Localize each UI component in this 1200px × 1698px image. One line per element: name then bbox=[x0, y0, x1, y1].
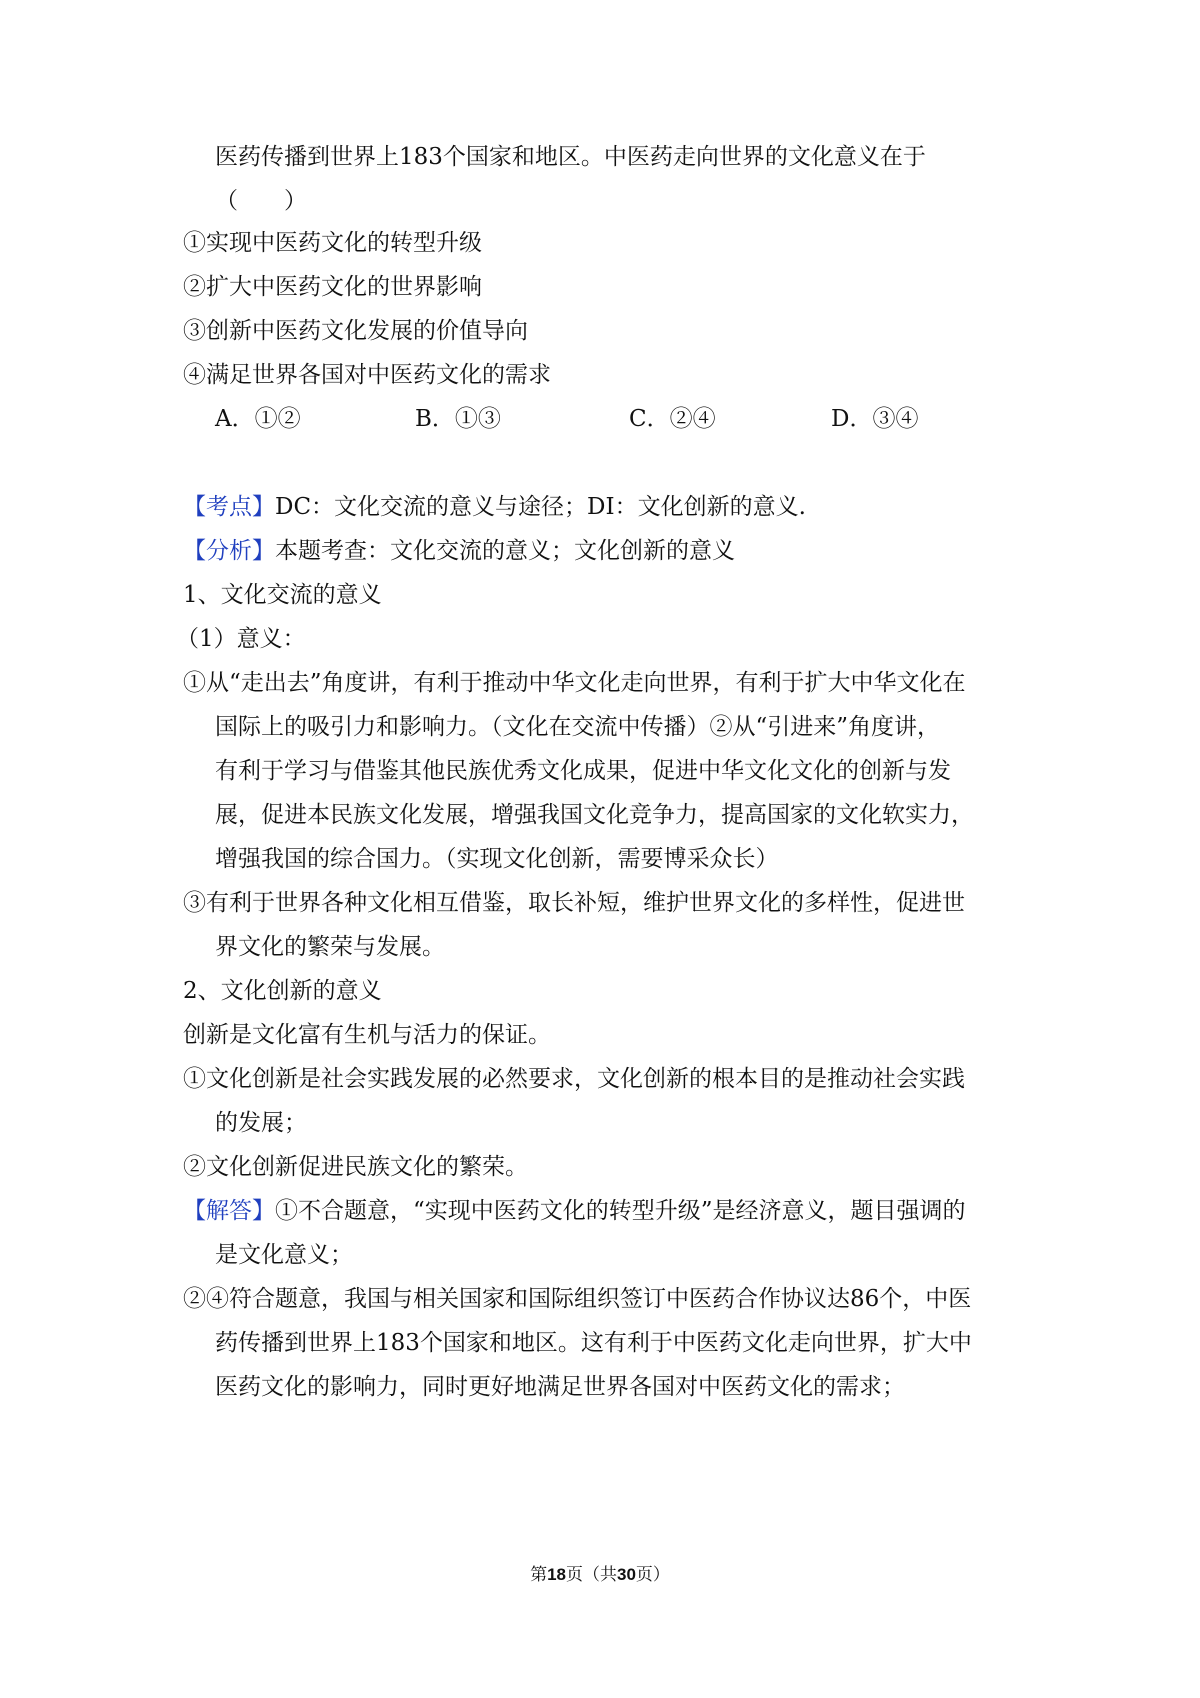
jieda-line-2: ②④符合题意，我国与相关国家和国际组织签订中医药合作协议达86个，中医 bbox=[183, 1286, 972, 1312]
fenxi-line-14: ②文化创新促进民族文化的繁荣。 bbox=[183, 1154, 528, 1180]
question-stem-line2: （ ） bbox=[215, 188, 307, 214]
footer-suffix: 页） bbox=[635, 1565, 670, 1585]
kaodian-tag: 【考点】 bbox=[183, 494, 275, 520]
kaodian-text: DC：文化交流的意义与途径；DI：文化创新的意义. bbox=[275, 494, 806, 520]
question-item-2: ②扩大中医药文化的世界影响 bbox=[183, 274, 482, 300]
question-item-3: ③创新中医药文化发展的价值导向 bbox=[183, 318, 528, 344]
fenxi-line-11: 创新是文化富有生机与活力的保证。 bbox=[183, 1022, 551, 1048]
footer-page-number: 18 bbox=[547, 1565, 566, 1584]
fenxi-line bbox=[183, 536, 735, 566]
footer-total-pages: 30 bbox=[617, 1565, 636, 1584]
page-footer bbox=[0, 1560, 1200, 1585]
option-b: B．①③ bbox=[415, 406, 501, 432]
footer-mid: 页（共 bbox=[566, 1565, 617, 1585]
fenxi-text: 本题考查：文化交流的意义；文化创新的意义 bbox=[275, 538, 735, 564]
jieda-line-1: 是文化意义； bbox=[215, 1242, 353, 1268]
footer-prefix: 第 bbox=[530, 1565, 548, 1585]
fenxi-line-7: 增强我国的综合国力。（实现文化创新，需要博采众长） bbox=[215, 846, 779, 872]
question-item-4: ④满足世界各国对中医药文化的需求 bbox=[183, 362, 551, 388]
jieda-line-4: 医药文化的影响力，同时更好地满足世界各国对中医药文化的需求； bbox=[215, 1374, 905, 1400]
jieda-text: ①不合题意，“实现中医药文化的转型升级”是经济意义，题目强调的 bbox=[275, 1198, 966, 1224]
fenxi-line-3: ①从“走出去”角度讲，有利于推动中华文化走向世界，有利于扩大中华文化在 bbox=[183, 670, 966, 696]
jieda-line bbox=[183, 1196, 966, 1226]
question-stem-line1: 医药传播到世界上183个国家和地区。中医药走向世界的文化意义在于 bbox=[215, 144, 926, 170]
option-c: C．②④ bbox=[629, 406, 716, 432]
fenxi-line-13: 的发展； bbox=[215, 1110, 307, 1136]
fenxi-tag: 【分析】 bbox=[183, 538, 275, 564]
question-item-1: ①实现中医药文化的转型升级 bbox=[183, 230, 482, 256]
fenxi-line-6: 展，促进本民族文化发展，增强我国文化竞争力，提高国家的文化软实力， bbox=[215, 802, 974, 828]
fenxi-line-1: 1、文化交流的意义 bbox=[183, 582, 382, 608]
fenxi-line-4: 国际上的吸引力和影响力。（文化在交流中传播）②从“引进来”角度讲， bbox=[215, 714, 941, 740]
option-d: D．③④ bbox=[831, 406, 919, 432]
jieda-tag: 【解答】 bbox=[183, 1198, 275, 1224]
jieda-line-3: 药传播到世界上183个国家和地区。这有利于中医药文化走向世界，扩大中 bbox=[215, 1330, 972, 1356]
fenxi-line-5: 有利于学习与借鉴其他民族优秀文化成果，促进中华文化文化的创新与发 bbox=[215, 758, 951, 784]
fenxi-line-10: 2、文化创新的意义 bbox=[183, 978, 382, 1004]
fenxi-line-2: （1）意义： bbox=[176, 626, 306, 652]
fenxi-line-12: ①文化创新是社会实践发展的必然要求，文化创新的根本目的是推动社会实践 bbox=[183, 1066, 965, 1092]
fenxi-line-8: ③有利于世界各种文化相互借鉴，取长补短，维护世界文化的多样性，促进世 bbox=[183, 890, 965, 916]
option-a: A．①② bbox=[215, 406, 301, 432]
kaodian-line bbox=[183, 492, 806, 522]
fenxi-line-9: 界文化的繁荣与发展。 bbox=[215, 934, 445, 960]
